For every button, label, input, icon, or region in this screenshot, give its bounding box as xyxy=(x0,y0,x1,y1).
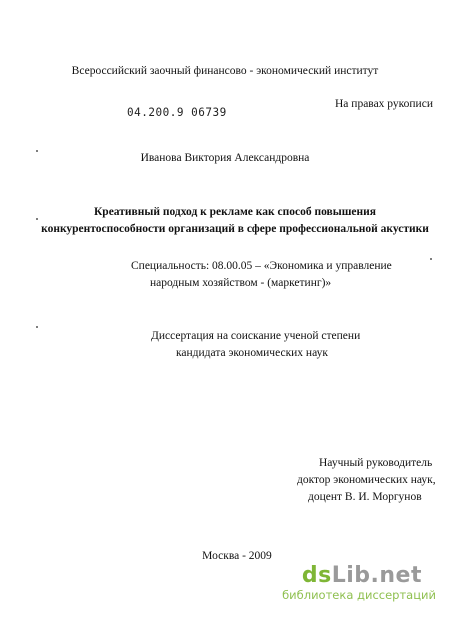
scan-speck xyxy=(36,218,38,220)
scan-speck xyxy=(36,326,38,328)
scan-speck xyxy=(430,258,432,260)
rights-note: На правах рукописи xyxy=(335,98,433,110)
specialty-line-1: Специальность: 08.00.05 – «Экономика и управление xyxy=(131,260,392,272)
specialty-line-2: народным хозяйством - (маркетинг)» xyxy=(150,277,332,289)
author-name: Иванова Виктория Александровна xyxy=(140,152,310,164)
dslib-subtitle: библиотека диссертаций xyxy=(282,588,436,602)
degree-line-2: кандидата экономических наук xyxy=(176,347,328,359)
dissertation-title-line-2: конкурентоспособности организаций в сфере профессиональной акустики xyxy=(41,223,429,235)
supervisor-name: доцент В. И. Моргунов xyxy=(308,491,422,503)
archive-stamp-number: 04.200.9 06739 xyxy=(127,105,227,120)
scan-speck xyxy=(36,150,38,152)
dslib-logo xyxy=(302,564,422,588)
degree-line-1: Диссертация на соискание ученой степени xyxy=(151,330,361,342)
dslib-logo-lib: Lib.net xyxy=(331,563,422,588)
dslib-watermark xyxy=(256,564,436,604)
city-year: Москва - 2009 xyxy=(202,550,272,562)
dissertation-title-line-1: Креативный подход к рекламе как способ повышения xyxy=(93,206,377,218)
institution-name: Всероссийский заочный финансово - экономический институт xyxy=(71,65,379,77)
dslib-logo-ds: ds xyxy=(301,563,332,588)
supervisor-label: Научный руководитель xyxy=(319,457,433,469)
supervisor-degree: доктор экономических наук, xyxy=(297,474,436,486)
